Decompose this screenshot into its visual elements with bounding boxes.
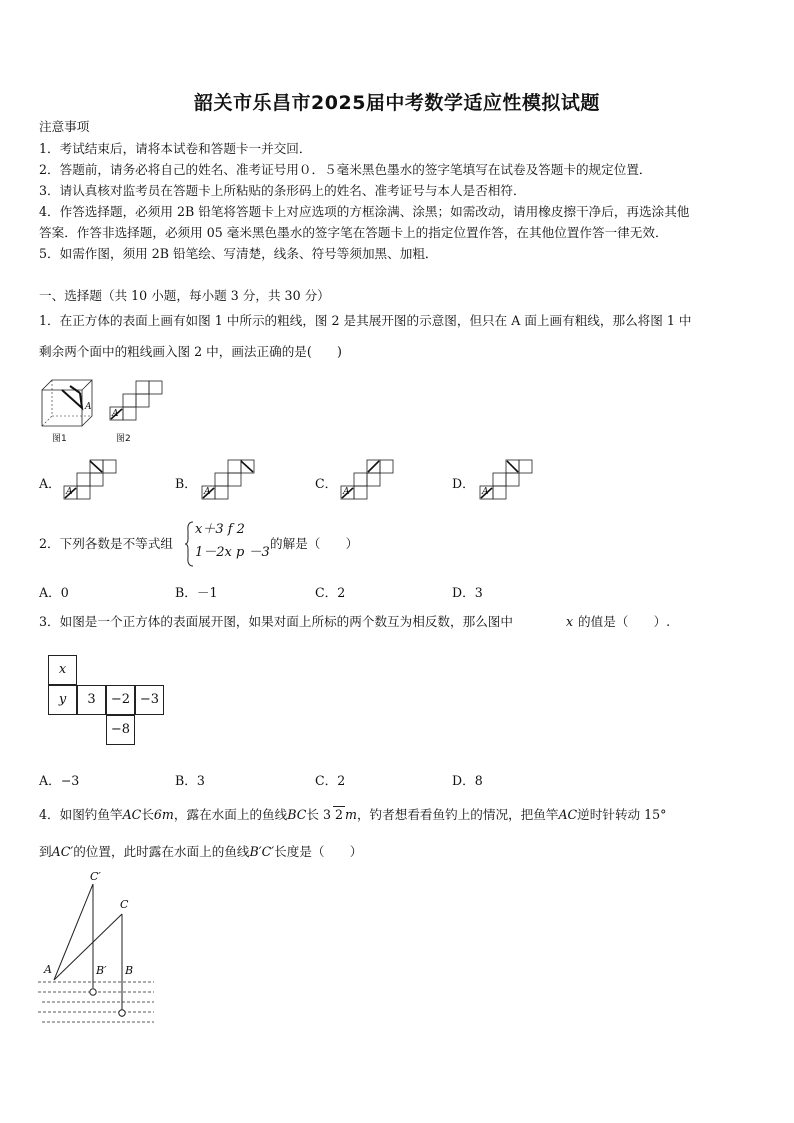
notice-heading: 注意事项 bbox=[39, 119, 90, 134]
q2-stem-a: 2．下列各数是不等式组 bbox=[39, 536, 173, 551]
q4-sqrt: 2 bbox=[334, 807, 343, 822]
q2-option-d: D．3 bbox=[452, 585, 483, 600]
q4-bc: BC bbox=[287, 807, 307, 822]
q1-option-a-vertex: A bbox=[66, 487, 73, 497]
q4-ac: AC bbox=[122, 807, 142, 822]
q4-text: 长度是（ ） bbox=[274, 844, 363, 859]
q3-variable: x bbox=[566, 614, 574, 629]
q4-label-cprime: C′ bbox=[90, 870, 101, 883]
notice-item: 2．答题前，请务必将自己的姓名、准考证号用０．５毫米黑色墨水的签字笔填写在试卷及答题卡的规定位置． bbox=[39, 162, 652, 177]
notice-item: 5．如需作图，须用 2B 铅笔绘、写清楚，线条、符号等须加黑、加粗． bbox=[39, 246, 438, 261]
q3-net-cell: x bbox=[48, 655, 77, 685]
q4-text: 逆时针转动 15° bbox=[577, 807, 667, 822]
notice-item: 3．请认真核对监考员在答题卡上所粘贴的条形码上的姓名、准考证号与本人是否相符． bbox=[39, 183, 526, 198]
q4-text: ，露在水面上的鱼线 bbox=[173, 807, 288, 822]
q4-label-bprime: B′ bbox=[96, 964, 107, 977]
q4-line1 bbox=[39, 806, 666, 824]
q4-line2 bbox=[39, 843, 362, 861]
q1-vertex-label: A bbox=[85, 402, 92, 412]
q2-option-c: C．2 bbox=[315, 585, 346, 600]
q3-stem-b: 的值是（ ）. bbox=[578, 614, 671, 629]
q4-text: 的位置，此时露在水面上的鱼线 bbox=[73, 844, 250, 859]
q1-stem-line2: 剩余两个面中的粗线画入图 2 中，画法正确的是( ) bbox=[39, 344, 342, 359]
q3-option-d: D．8 bbox=[452, 773, 483, 788]
q4-text: 长 bbox=[141, 807, 154, 822]
q4-fishing-diagram bbox=[36, 870, 166, 1030]
q1-option-b-vertex: A bbox=[204, 487, 211, 497]
q4-ac: AC bbox=[558, 807, 578, 822]
q4-acp: AC′ bbox=[51, 844, 74, 859]
q1-option-c-vertex: A bbox=[343, 487, 350, 497]
q1-stem-line1: 1．在正方体的表面上画有如图 1 中所示的粗线，图 2 是其展开图的示意图，但只在 A 面上画有粗线，那么将图 1 中 bbox=[39, 313, 692, 328]
q3-net-cell: y bbox=[48, 685, 77, 715]
notice-item: 4．作答选择题，必须用 2B 铅笔将答题卡上对应选项的方框涂满、涂黑；如需改动，请用橡皮擦干净后，再选涂其他 bbox=[39, 204, 690, 219]
q1-option-d-vertex: A bbox=[482, 487, 489, 497]
q3-stem-a: 3．如图是一个正方体的表面展开图，如果对面上所标的两个数互为相反数，那么图中 bbox=[39, 614, 513, 629]
q4-bcp: B′C′ bbox=[249, 844, 275, 859]
notice-item: 答案．作答非选择题，必须用 05 毫米黑色墨水的签字笔在答题卡上的指定位置作答，在其他位置作答一律无效． bbox=[39, 225, 668, 240]
q4-text: 4．如图钓鱼竿 bbox=[39, 807, 123, 822]
q3-net-cell: −2 bbox=[106, 685, 135, 715]
q1-figure1-caption: 图1 bbox=[52, 434, 67, 444]
q4-length: 6m bbox=[153, 807, 174, 822]
q1-option-d-label: D． bbox=[452, 476, 475, 491]
q2-brace-icon bbox=[184, 521, 194, 567]
q2-option-b: B．－1 bbox=[175, 585, 218, 600]
notice-item: 1．考试结束后，请将本试卷和答题卡一并交回． bbox=[39, 141, 312, 156]
q3-option-a: A．−3 bbox=[39, 773, 80, 788]
q3-net-cell: −8 bbox=[106, 715, 135, 745]
q1-option-a-label: A． bbox=[39, 476, 61, 491]
q2-inequality-2: 1－2x p －3 bbox=[195, 545, 270, 560]
q1-option-b-label: B． bbox=[175, 476, 197, 491]
q3-net-cell: 3 bbox=[77, 685, 106, 715]
q1-option-c-label: C． bbox=[315, 476, 338, 491]
q4-unit: m bbox=[344, 807, 357, 822]
q4-text: 到 bbox=[39, 844, 52, 859]
q3-net-cell: −3 bbox=[135, 685, 164, 715]
q3-option-c: C．2 bbox=[315, 773, 346, 788]
q2-inequality-1: x＋3 f 2 bbox=[195, 522, 245, 537]
q2-stem-b: 的解是（ ） bbox=[270, 536, 359, 551]
q1-figure2-caption: 图2 bbox=[116, 434, 131, 444]
q4-text: 长 3 bbox=[306, 807, 331, 822]
q3-option-b: B．3 bbox=[175, 773, 205, 788]
section-heading: 一、选择题（共 10 小题，每小题 3 分，共 30 分） bbox=[39, 288, 330, 303]
q4-label-c: C bbox=[120, 898, 129, 911]
q4-text: ，钓者想看看鱼钓上的情况，把鱼竿 bbox=[356, 807, 559, 822]
q2-option-a: A．0 bbox=[39, 585, 69, 600]
page-title: 韶关市乐昌市2025届中考数学适应性模拟试题 bbox=[194, 92, 600, 114]
q4-label-b: B bbox=[125, 964, 134, 977]
q4-label-a: A bbox=[44, 963, 52, 976]
q1-net-label: A bbox=[112, 409, 119, 419]
